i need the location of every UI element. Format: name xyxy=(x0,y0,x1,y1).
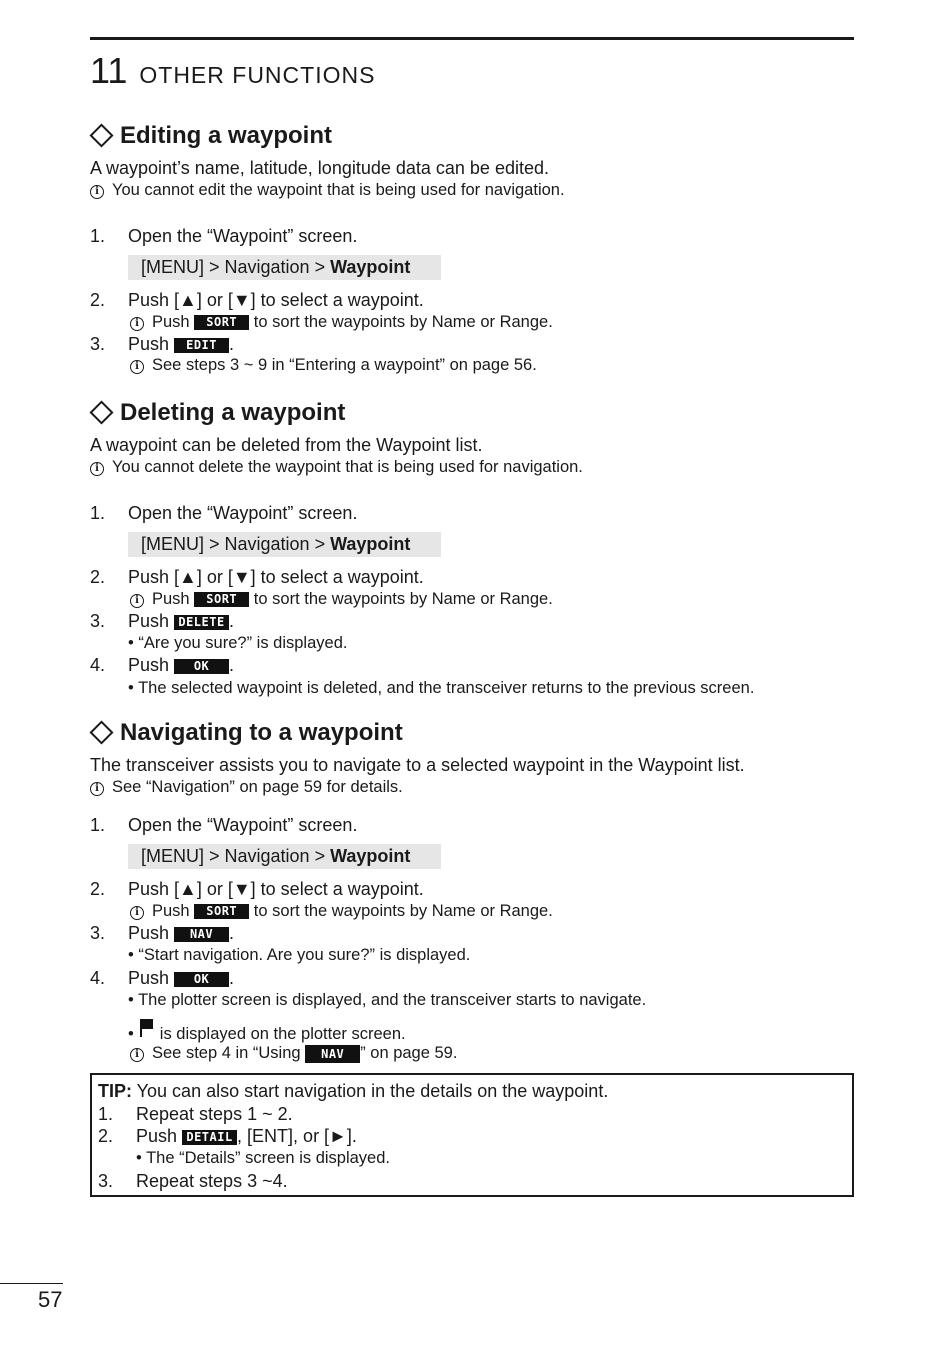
navigate-step-2-note: i Push SORT to sort the waypoints by Name or Range. xyxy=(130,902,553,921)
delete-key: DELETE xyxy=(174,615,229,630)
tip-step-1: Repeat steps 1 ~ 2. xyxy=(136,1104,293,1124)
navigate-step-4-note: i See step 4 in “Using NAV ” on page 59. xyxy=(130,1044,457,1063)
info-circle-icon: i xyxy=(90,462,104,476)
delete-step-3: Push DELETE . xyxy=(128,611,235,631)
step-number: 3. xyxy=(90,334,106,354)
info-circle-icon: i xyxy=(90,185,104,199)
navigate-step-4-bullet-1: • The plotter screen is displayed, and the transceiver starts to navigate. xyxy=(128,991,647,1009)
tip-step-2-bullet: • The “Details” screen is displayed. xyxy=(136,1149,390,1167)
step-number: 1. xyxy=(90,503,106,523)
edit-step-3-note: i See steps 3 ~ 9 in “Entering a waypoint” on page 56. xyxy=(130,356,537,375)
tip-step-3: Repeat steps 3 ~4. xyxy=(136,1171,288,1191)
info-circle-icon: i xyxy=(130,1048,144,1062)
step-number: 1. xyxy=(98,1104,114,1124)
step-number: 3. xyxy=(90,611,106,631)
sort-key: SORT xyxy=(194,904,249,919)
delete-step-1: Open the “Waypoint” screen. xyxy=(128,503,358,523)
navigate-step-4: Push OK . xyxy=(128,968,235,988)
tip-box xyxy=(90,1073,854,1197)
edit-step-1: Open the “Waypoint” screen. xyxy=(128,226,358,246)
delete-note: i You cannot delete the waypoint that is being used for navigation. xyxy=(90,458,583,477)
step-number: 2. xyxy=(90,290,106,310)
navigate-step-3: Push NAV . xyxy=(128,923,235,943)
diamond-icon xyxy=(89,400,113,424)
delete-intro: A waypoint can be deleted from the Waypoint list. xyxy=(90,435,483,455)
step-number: 4. xyxy=(90,968,106,988)
chapter-title: OTHER FUNCTIONS xyxy=(139,62,376,88)
diamond-icon xyxy=(89,720,113,744)
tip-step-2: Push DETAIL , [ENT], or [►]. xyxy=(136,1126,357,1146)
step-number: 3. xyxy=(90,923,106,943)
edit-note: i You cannot edit the waypoint that is being used for navigation. xyxy=(90,181,565,200)
step-number: 2. xyxy=(90,567,106,587)
chapter-header xyxy=(90,50,375,92)
delete-step-3-bullet: • “Are you sure?” is displayed. xyxy=(128,634,348,652)
step-number: 2. xyxy=(98,1126,114,1146)
edit-key: EDIT xyxy=(174,338,229,353)
edit-step-3: Push EDIT . xyxy=(128,334,235,354)
step-number: 3. xyxy=(98,1171,114,1191)
delete-step-4: Push OK . xyxy=(128,655,235,675)
delete-step-4-bullet: • The selected waypoint is deleted, and the transceiver returns to the previous screen. xyxy=(128,679,755,697)
navigate-step-2: Push [▲] or [▼] to select a waypoint. xyxy=(128,879,424,899)
navigate-intro: The transceiver assists you to navigate to a selected waypoint in the Waypoint list. xyxy=(90,755,745,775)
delete-step-2-note: i Push SORT to sort the waypoints by Name or Range. xyxy=(130,590,553,609)
menu-path: [MENU] > Navigation > Waypoint xyxy=(128,532,441,557)
diamond-icon xyxy=(89,123,113,147)
navigate-step-1: Open the “Waypoint” screen. xyxy=(128,815,358,835)
edit-intro: A waypoint’s name, latitude, longitude data can be edited. xyxy=(90,158,549,178)
section-heading-navigate: Navigating to a waypoint xyxy=(90,719,403,747)
ok-key: OK xyxy=(174,972,229,987)
menu-path: [MENU] > Navigation > Waypoint xyxy=(128,844,441,869)
section-heading-delete: Deleting a waypoint xyxy=(90,399,345,427)
info-circle-icon: i xyxy=(130,360,144,374)
navigate-note: i See “Navigation” on page 59 for details. xyxy=(90,778,403,797)
step-number: 1. xyxy=(90,226,106,246)
nav-key: NAV xyxy=(305,1045,360,1063)
section-heading-edit: Editing a waypoint xyxy=(90,122,332,150)
step-number: 1. xyxy=(90,815,106,835)
chapter-rule xyxy=(90,37,854,40)
info-circle-icon: i xyxy=(130,906,144,920)
navigate-step-3-bullet: • “Start navigation. Are you sure?” is displayed. xyxy=(128,946,471,964)
info-circle-icon: i xyxy=(90,782,104,796)
step-number: 4. xyxy=(90,655,106,675)
info-circle-icon: i xyxy=(130,317,144,331)
sort-key: SORT xyxy=(194,315,249,330)
menu-path: [MENU] > Navigation > Waypoint xyxy=(128,255,441,280)
navigate-step-4-bullet-2: • is displayed on the plotter screen. xyxy=(128,1019,406,1044)
info-circle-icon: i xyxy=(130,594,144,608)
nav-key: NAV xyxy=(174,927,229,942)
tip-intro: TIP: You can also start navigation in the details on the waypoint. xyxy=(98,1081,609,1101)
delete-step-2: Push [▲] or [▼] to select a waypoint. xyxy=(128,567,424,587)
flag-icon xyxy=(140,1019,152,1037)
sort-key: SORT xyxy=(194,592,249,607)
edit-step-2: Push [▲] or [▼] to select a waypoint. xyxy=(128,290,424,310)
detail-key: DETAIL xyxy=(182,1130,237,1145)
ok-key: OK xyxy=(174,659,229,674)
step-number: 2. xyxy=(90,879,106,899)
page-number: 57 xyxy=(38,1287,63,1312)
page-number-rule xyxy=(0,1283,63,1284)
chapter-number: 11 xyxy=(90,50,128,91)
edit-step-2-note: i Push SORT to sort the waypoints by Name or Range. xyxy=(130,313,553,332)
